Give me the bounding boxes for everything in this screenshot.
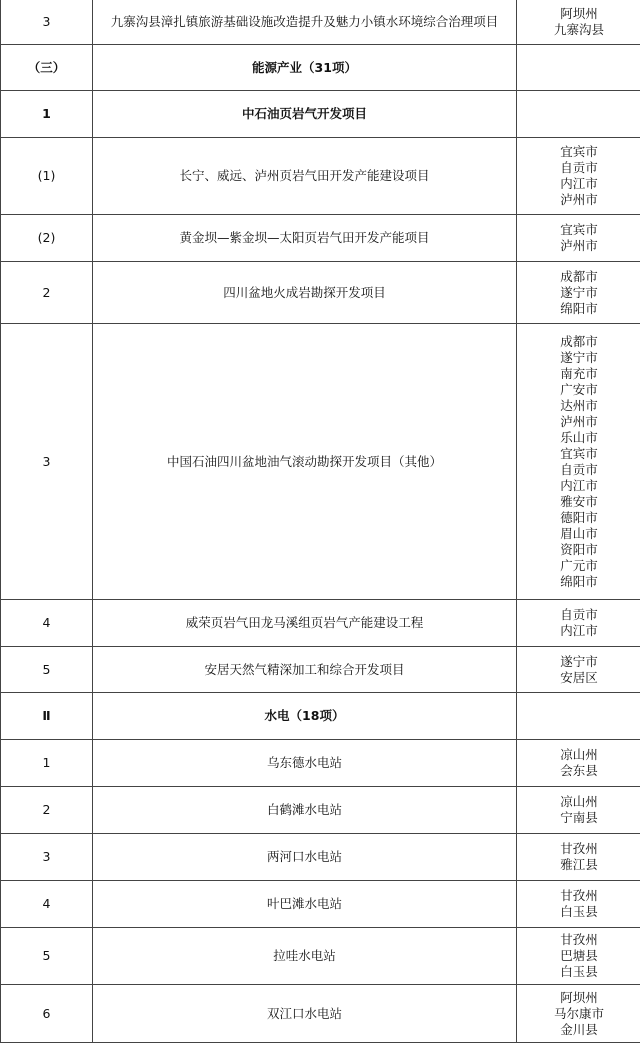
row-number: 5 [1,928,93,985]
project-location [517,985,640,1043]
location-line: 广安市 [517,382,640,398]
table-row [1,834,640,881]
location-line: 会东县 [517,763,640,779]
location-line: 甘孜州 [517,841,640,857]
location-line: 白玉县 [517,904,640,920]
empty-cell [517,45,640,91]
location-line: 遂宁市 [517,654,640,670]
section-title: 能源产业（31项） [93,45,517,91]
section-number: （三） [1,45,93,91]
table-row [1,262,640,324]
project-name: 黄金坝—紫金坝—太阳页岩气田开发产能项目 [93,215,517,262]
location-line: 自贡市 [517,607,640,623]
section-title: 中石油页岩气开发项目 [93,91,517,138]
location-line: 遂宁市 [517,285,640,301]
location-line: 自贡市 [517,462,640,478]
table-row [1,647,640,693]
location-line: 成都市 [517,334,640,350]
project-name: 叶巴滩水电站 [93,881,517,928]
project-name: 拉哇水电站 [93,928,517,985]
section-number: Ⅱ [1,693,93,740]
location-line: 马尔康市 [517,1006,640,1022]
project-name: 四川盆地火成岩勘探开发项目 [93,262,517,324]
location-line: 宁南县 [517,810,640,826]
section-header-row [1,693,640,740]
location-line: 内江市 [517,176,640,192]
project-name: 威荣页岩气田龙马溪组页岩气产能建设工程 [93,600,517,647]
row-number: 2 [1,787,93,834]
location-line: 绵阳市 [517,574,640,590]
location-line: 眉山市 [517,526,640,542]
project-name: 两河口水电站 [93,834,517,881]
project-name: 长宁、威远、泸州页岩气田开发产能建设项目 [93,138,517,215]
location-line: 资阳市 [517,542,640,558]
location-line: 凉山州 [517,747,640,763]
row-number: 3 [1,0,93,45]
location-line: 泸州市 [517,238,640,254]
location-line: 九寨沟县 [517,22,640,38]
location-line: 安居区 [517,670,640,686]
table-row [1,215,640,262]
location-line: 甘孜州 [517,932,640,948]
row-number: 6 [1,985,93,1043]
location-line: 达州市 [517,398,640,414]
location-line: 甘孜州 [517,888,640,904]
project-name: 安居天然气精深加工和综合开发项目 [93,647,517,693]
section-header-row [1,91,640,138]
project-location [517,262,640,324]
location-line: 泸州市 [517,192,640,208]
row-number: 5 [1,647,93,693]
row-number: 4 [1,600,93,647]
location-line: 金川县 [517,1022,640,1038]
table-row [1,138,640,215]
row-number: 4 [1,881,93,928]
project-location [517,787,640,834]
table-body [1,0,640,1043]
location-line: 凉山州 [517,794,640,810]
project-name: 白鹤滩水电站 [93,787,517,834]
table-row [1,740,640,787]
project-location [517,647,640,693]
row-number: (1) [1,138,93,215]
location-line: 德阳市 [517,510,640,526]
location-line: 南充市 [517,366,640,382]
row-number: 2 [1,262,93,324]
location-line: 白玉县 [517,964,640,980]
row-number: 1 [1,740,93,787]
row-number: 3 [1,834,93,881]
row-number: (2) [1,215,93,262]
location-line: 泸州市 [517,414,640,430]
location-line: 宜宾市 [517,446,640,462]
project-location [517,138,640,215]
location-line: 绵阳市 [517,301,640,317]
project-location [517,881,640,928]
table-row [1,881,640,928]
table-row [1,0,640,45]
row-number: 3 [1,324,93,600]
section-header-row [1,45,640,91]
project-location [517,0,640,45]
project-location [517,928,640,985]
project-name: 双江口水电站 [93,985,517,1043]
table-row [1,985,640,1043]
location-line: 广元市 [517,558,640,574]
project-location [517,324,640,600]
location-line: 雅江县 [517,857,640,873]
project-location [517,740,640,787]
table-row [1,324,640,600]
project-name: 九寨沟县漳扎镇旅游基础设施改造提升及魅力小镇水环境综合治理项目 [93,0,517,45]
project-name: 中国石油四川盆地油气滚动勘探开发项目（其他） [93,324,517,600]
location-line: 自贡市 [517,160,640,176]
project-location [517,600,640,647]
project-location [517,215,640,262]
table-row [1,928,640,985]
location-line: 乐山市 [517,430,640,446]
location-line: 阿坝州 [517,990,640,1006]
table-row [1,787,640,834]
empty-cell [517,91,640,138]
table-row [1,600,640,647]
location-line: 阿坝州 [517,6,640,22]
location-line: 宜宾市 [517,144,640,160]
location-line: 遂宁市 [517,350,640,366]
location-line: 内江市 [517,623,640,639]
section-title: 水电（18项） [93,693,517,740]
project-location [517,834,640,881]
empty-cell [517,693,640,740]
location-line: 成都市 [517,269,640,285]
location-line: 内江市 [517,478,640,494]
section-number: 1 [1,91,93,138]
project-name: 乌东德水电站 [93,740,517,787]
location-line: 巴塘县 [517,948,640,964]
location-line: 雅安市 [517,494,640,510]
location-line: 宜宾市 [517,222,640,238]
